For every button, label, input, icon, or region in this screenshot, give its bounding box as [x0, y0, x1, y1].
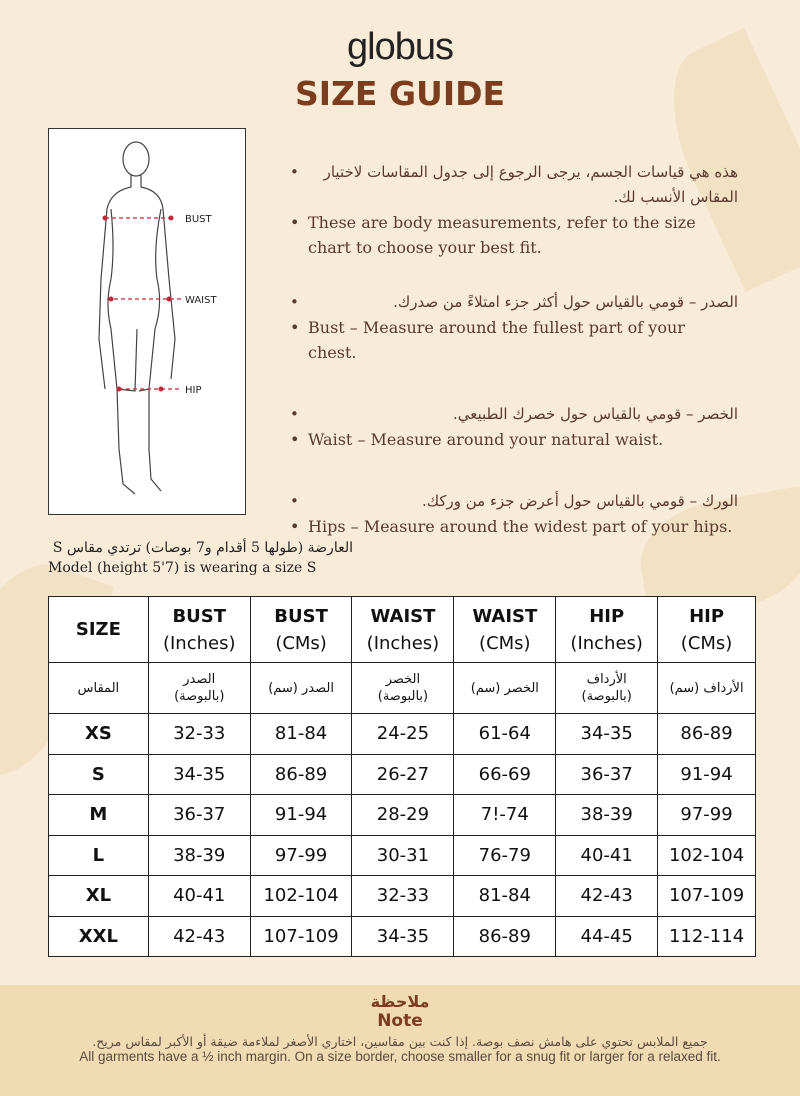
measurement-cell: 38-39	[556, 795, 658, 836]
measurement-cell: 36-37	[556, 754, 658, 795]
measurement-cell: 112-114	[658, 916, 756, 957]
column-header	[556, 597, 658, 663]
column-header-ar: الأرداف (سم)	[658, 663, 756, 714]
table-header-row-ar	[49, 663, 756, 714]
bullet-ar: • هذه هي قياسات الجسم، يرجى الرجوع إلى جدول المقاسات لاختيار المقاس الأنسب لك.	[288, 160, 738, 210]
measurement-cell: 32-33	[148, 714, 250, 755]
measurement-cell: 61-64	[454, 714, 556, 755]
body-figure-illustration	[48, 128, 246, 515]
size-cell: L	[49, 835, 149, 876]
table-row	[49, 835, 756, 876]
measurement-cell: 97-99	[658, 795, 756, 836]
bullet-en: • These are body measurements, refer to the size chart to choose your best fit.	[288, 210, 738, 260]
measurement-cell: 107-109	[658, 876, 756, 917]
measurement-cell: 38-39	[148, 835, 250, 876]
size-cell: M	[49, 795, 149, 836]
table-row	[49, 876, 756, 917]
measurement-cell: 26-27	[352, 754, 454, 795]
measurement-cell: 102-104	[658, 835, 756, 876]
column-header	[352, 597, 454, 663]
note-title: Note	[377, 1011, 423, 1031]
bullet-text: الخصر – قومي بالقياس حول خصرك الطبيعي.	[452, 405, 738, 423]
column-header-title: HIP	[589, 605, 625, 627]
size-cell: XXL	[49, 916, 149, 957]
measurement-cell: 76-79	[454, 835, 556, 876]
column-header-unit: (Inches)	[366, 632, 440, 654]
measurement-cell: 86-89	[250, 754, 352, 795]
size-cell: XS	[49, 714, 149, 755]
measurement-instructions	[288, 160, 738, 539]
measurement-cell: 81-84	[250, 714, 352, 755]
column-header-ar: الخصر (بالبوصة)	[352, 663, 454, 714]
measurement-cell: 30-31	[352, 835, 454, 876]
column-header-unit: (Inches)	[570, 632, 643, 654]
size-chart-table	[48, 596, 756, 957]
model-info-en: Model (height 5'7) is wearing a size S	[48, 560, 317, 576]
bullet-en: • Waist – Measure around your natural waist.	[288, 427, 738, 452]
measurement-cell: 40-41	[556, 835, 658, 876]
measurement-cell: 40-41	[148, 876, 250, 917]
measurement-cell: 28-29	[352, 795, 454, 836]
column-header-unit: (CMs)	[680, 632, 733, 654]
measurement-cell: 44-45	[556, 916, 658, 957]
measurement-cell: 34-35	[148, 754, 250, 795]
measurement-cell: 34-35	[352, 916, 454, 957]
column-header-title: BUST	[274, 605, 328, 627]
bullet-ar: • الورك – قومي بالقياس حول أعرض جزء من وركك.	[288, 489, 738, 514]
column-header-unit: (CMs)	[479, 632, 531, 654]
measurement-cell: 102-104	[250, 876, 352, 917]
measurement-cell: 86-89	[658, 714, 756, 755]
measurement-cell: 66-69	[454, 754, 556, 795]
measurement-cell: 34-35	[556, 714, 658, 755]
column-header-ar: الصدر (بالبوصة)	[148, 663, 250, 714]
brand-logo: globus	[347, 26, 453, 68]
measurement-cell: 32-33	[352, 876, 454, 917]
column-header-title: BUST	[172, 605, 227, 627]
column-header-title: SIZE	[75, 619, 121, 640]
column-header-unit: (Inches)	[162, 632, 236, 654]
measurement-cell: 36-37	[148, 795, 250, 836]
note-text-ar: جميع الملابس تحتوي على هامش نصف بوصة. إذا كنت بين مقاسين، اختاري الأصغر لملاءمة ضيقة أو الأكبر لمقاس مريح.	[92, 1034, 708, 1049]
model-info-ar: العارضة (طولها 5 أقدام و7 بوصات) ترتدي مقاس S	[52, 540, 353, 556]
measurement-cell: 24-25	[352, 714, 454, 755]
waist-label: WAIST	[185, 295, 217, 306]
table-row	[49, 916, 756, 957]
column-header	[658, 597, 756, 663]
note-title-ar: ملاحظة	[370, 992, 430, 1011]
measurement-cell: 91-94	[250, 795, 352, 836]
measurement-cell: 7!-74	[454, 795, 556, 836]
bullet-ar: • الصدر – قومي بالقياس حول أكثر جزء امتلاءً من صدرك.	[288, 290, 738, 315]
column-header-title: HIP	[689, 605, 725, 627]
bust-label: BUST	[185, 214, 212, 225]
column-header-title: WAIST	[472, 605, 538, 627]
table-row	[49, 714, 756, 755]
page-title: SIZE GUIDE	[294, 74, 506, 113]
bullet-en: • Bust – Measure around the fullest part of your chest.	[288, 315, 738, 365]
model-info	[48, 538, 353, 578]
column-header	[454, 597, 556, 663]
bullet-ar: • الخصر – قومي بالقياس حول خصرك الطبيعي.	[288, 402, 738, 427]
size-cell: XL	[49, 876, 149, 917]
column-header-ar: الصدر (سم)	[250, 663, 352, 714]
column-header	[148, 597, 250, 663]
column-header-ar: المقاس	[49, 663, 149, 714]
column-header-ar: الخصر (سم)	[454, 663, 556, 714]
measurement-cell: 42-43	[556, 876, 658, 917]
measurement-cell: 42-43	[148, 916, 250, 957]
column-header-ar: الأرداف (بالبوصة)	[556, 663, 658, 714]
column-header-title: WAIST	[370, 605, 436, 627]
table-row	[49, 795, 756, 836]
measurement-cell: 86-89	[454, 916, 556, 957]
bullet-en: • Hips – Measure around the widest part of your hips.	[288, 514, 738, 539]
size-cell: S	[49, 754, 149, 795]
column-header	[49, 597, 149, 663]
column-header	[250, 597, 352, 663]
measurement-cell: 97-99	[250, 835, 352, 876]
column-header-unit: (CMs)	[275, 632, 327, 654]
table-header-row	[49, 597, 756, 663]
bullet-text: الورك – قومي بالقياس حول أعرض جزء من وركك.	[421, 492, 738, 510]
table-row	[49, 754, 756, 795]
bullet-text: الصدر – قومي بالقياس حول أكثر جزء امتلاءً من صدرك.	[393, 293, 738, 311]
note-section	[0, 985, 800, 1096]
hip-label: HIP	[185, 385, 202, 396]
bullet-text: هذه هي قياسات الجسم، يرجى الرجوع إلى جدول المقاسات لاختيار المقاس الأنسب لك.	[323, 163, 738, 206]
note-text: All garments have a ½ inch margin. On a size border, choose smaller for a snug fit or larger for a relaxed fit.	[79, 1049, 721, 1064]
measurement-cell: 91-94	[658, 754, 756, 795]
measurement-cell: 81-84	[454, 876, 556, 917]
measurement-cell: 107-109	[250, 916, 352, 957]
